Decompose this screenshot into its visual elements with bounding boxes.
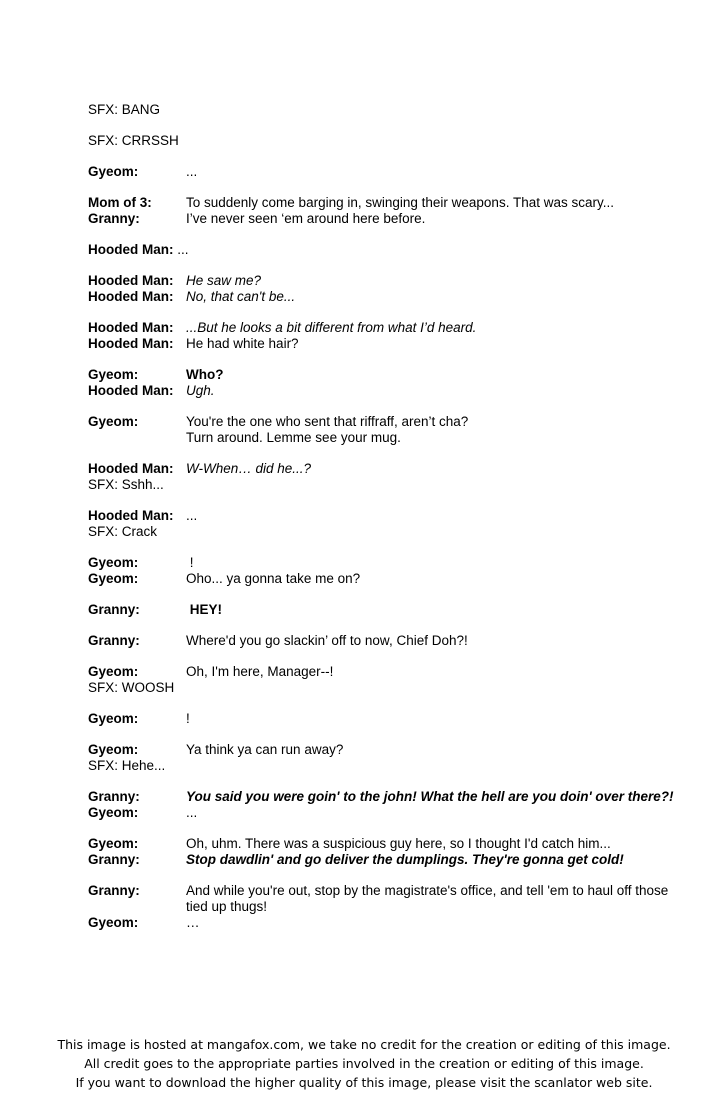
dialogue-line — [88, 289, 688, 305]
dialogue-block — [88, 789, 688, 821]
sfx-label: SFX: Crack — [88, 524, 158, 539]
dialogue-text: Oho... ya gonna take me on? — [186, 571, 361, 586]
speaker-name: Gyeom: — [88, 571, 139, 586]
speaker-name: Hooded Man: — [88, 336, 174, 351]
credits-footer — [0, 1035, 728, 1092]
dialogue-line — [88, 336, 688, 352]
speaker-name: Gyeom: — [88, 742, 139, 757]
dialogue-line — [88, 195, 688, 211]
dialogue-line — [88, 805, 688, 821]
dialogue-line — [88, 915, 688, 931]
dialogue-text: Oh, I'm here, Manager--! — [186, 664, 334, 679]
dialogue-text: To suddenly come barging in, swinging their weapons. That was scary... — [186, 195, 614, 210]
dialogue-block — [88, 836, 688, 868]
dialogue-block — [88, 195, 688, 227]
dialogue-text: Who? — [186, 367, 224, 382]
dialogue-block — [88, 164, 688, 180]
dialogue-line — [88, 242, 688, 258]
sfx-line — [88, 524, 688, 540]
sfx-label: SFX: Hehe... — [88, 758, 166, 773]
speaker-name: Gyeom: — [88, 664, 139, 679]
dialogue-text: He had white hair? — [186, 336, 299, 351]
sfx-label: SFX: WOOSH — [88, 680, 175, 695]
dialogue-line — [88, 508, 688, 524]
dialogue-line — [88, 742, 688, 758]
speaker-name: Gyeom: — [88, 805, 139, 820]
dialogue-line — [88, 555, 688, 571]
sfx-line — [88, 133, 688, 149]
speaker-name: Hooded Man: — [88, 461, 174, 476]
dialogue-text: ... — [186, 508, 198, 523]
speaker-name: Granny: — [88, 633, 140, 648]
dialogue-line — [88, 664, 688, 680]
dialogue-text: Ya think ya can run away? — [186, 742, 344, 757]
dialogue-block — [88, 742, 688, 774]
dialogue-line — [88, 211, 688, 227]
dialogue-block — [88, 555, 688, 587]
speaker-name: Granny: — [88, 852, 140, 867]
speaker-name: Granny: — [88, 211, 140, 226]
dialogue-line — [88, 164, 688, 180]
dialogue-block — [88, 664, 688, 696]
credits-line: If you want to download the higher quality of this image, please visit the scanlator web site. — [75, 1075, 653, 1090]
sfx-line — [88, 102, 688, 118]
dialogue-block — [88, 883, 688, 931]
dialogue-block — [88, 242, 688, 258]
speaker-name: Gyeom: — [88, 367, 139, 382]
credits-line: This image is hosted at mangafox.com, we take no credit for the creation or editing of this image. — [57, 1037, 671, 1052]
sfx-line — [88, 758, 688, 774]
dialogue-block — [88, 508, 688, 540]
dialogue-text: Stop dawdlin' and go deliver the dumplings. They're gonna get cold! — [186, 852, 624, 867]
dialogue-line — [88, 789, 688, 805]
speaker-name: Granny: — [88, 883, 140, 898]
dialogue-line — [88, 414, 688, 446]
speaker-name: Gyeom: — [88, 164, 139, 179]
dialogue-text: You're the one who sent that riffraff, aren’t cha? Turn around. Lemme see your mug. — [186, 414, 469, 445]
dialogue-line — [88, 367, 688, 383]
speaker-name: Gyeom: — [88, 555, 139, 570]
speaker-name: Hooded Man: — [88, 320, 174, 335]
dialogue-block — [88, 273, 688, 305]
dialogue-text: Oh, uhm. There was a suspicious guy here, so I thought I'd catch him... — [186, 836, 611, 851]
dialogue-line — [88, 883, 688, 915]
dialogue-line — [88, 602, 688, 618]
dialogue-text: No, that can't be... — [186, 289, 296, 304]
sfx-line — [88, 680, 688, 696]
dialogue-line — [88, 320, 688, 336]
dialogue-text: ...But he looks a bit different from what I’d heard. — [186, 320, 477, 335]
dialogue-line — [88, 273, 688, 289]
speaker-name: Gyeom: — [88, 711, 139, 726]
dialogue-text: ... — [186, 805, 198, 820]
speaker-name: Gyeom: — [88, 414, 139, 429]
dialogue-line — [88, 711, 688, 727]
speaker-name: Granny: — [88, 789, 140, 804]
dialogue-line — [88, 383, 688, 399]
dialogue-block — [88, 633, 688, 649]
speaker-name: Gyeom: — [88, 836, 139, 851]
dialogue-text: I’ve never seen ‘em around here before. — [186, 211, 426, 226]
speaker-name: Hooded Man: — [88, 508, 174, 523]
dialogue-block — [88, 133, 688, 149]
dialogue-block — [88, 711, 688, 727]
dialogue-block — [88, 414, 688, 446]
speaker-name: Granny: — [88, 602, 140, 617]
speaker-name: Gyeom: — [88, 915, 139, 930]
sfx-label: SFX: CRRSSH — [88, 133, 179, 148]
dialogue-text: ! — [186, 555, 194, 570]
script-transcript — [88, 102, 688, 946]
dialogue-text: W-When… did he...? — [186, 461, 312, 476]
dialogue-line — [88, 633, 688, 649]
dialogue-block — [88, 367, 688, 399]
dialogue-text: ... — [173, 242, 189, 257]
dialogue-text: Where'd you go slackin’ off to now, Chief Doh?! — [186, 633, 468, 648]
dialogue-line — [88, 461, 688, 477]
speaker-name: Hooded Man: — [88, 242, 174, 257]
dialogue-block — [88, 461, 688, 493]
speaker-name: Mom of 3: — [88, 195, 152, 210]
dialogue-text: And while you're out, stop by the magistrate's office, and tell 'em to haul off those tied up thugs! — [186, 883, 673, 914]
sfx-line — [88, 477, 688, 493]
sfx-label: SFX: BANG — [88, 102, 161, 117]
dialogue-line — [88, 571, 688, 587]
dialogue-text: ! — [186, 711, 190, 726]
dialogue-text: You said you were goin' to the john! What the hell are you doin' over there?! — [186, 789, 674, 804]
speaker-name: Hooded Man: — [88, 383, 174, 398]
dialogue-block — [88, 320, 688, 352]
dialogue-text: Ugh. — [186, 383, 215, 398]
dialogue-line — [88, 836, 688, 852]
dialogue-block — [88, 602, 688, 618]
dialogue-text: HEY! — [186, 602, 223, 617]
dialogue-line — [88, 852, 688, 868]
dialogue-text: ... — [186, 164, 198, 179]
dialogue-block — [88, 102, 688, 118]
credits-line: All credit goes to the appropriate parties involved in the creation or editing of this image. — [84, 1056, 644, 1071]
sfx-label: SFX: Sshh... — [88, 477, 164, 492]
dialogue-text: He saw me? — [186, 273, 262, 288]
speaker-name: Hooded Man: — [88, 273, 174, 288]
dialogue-text: … — [186, 915, 200, 930]
speaker-name: Hooded Man: — [88, 289, 174, 304]
